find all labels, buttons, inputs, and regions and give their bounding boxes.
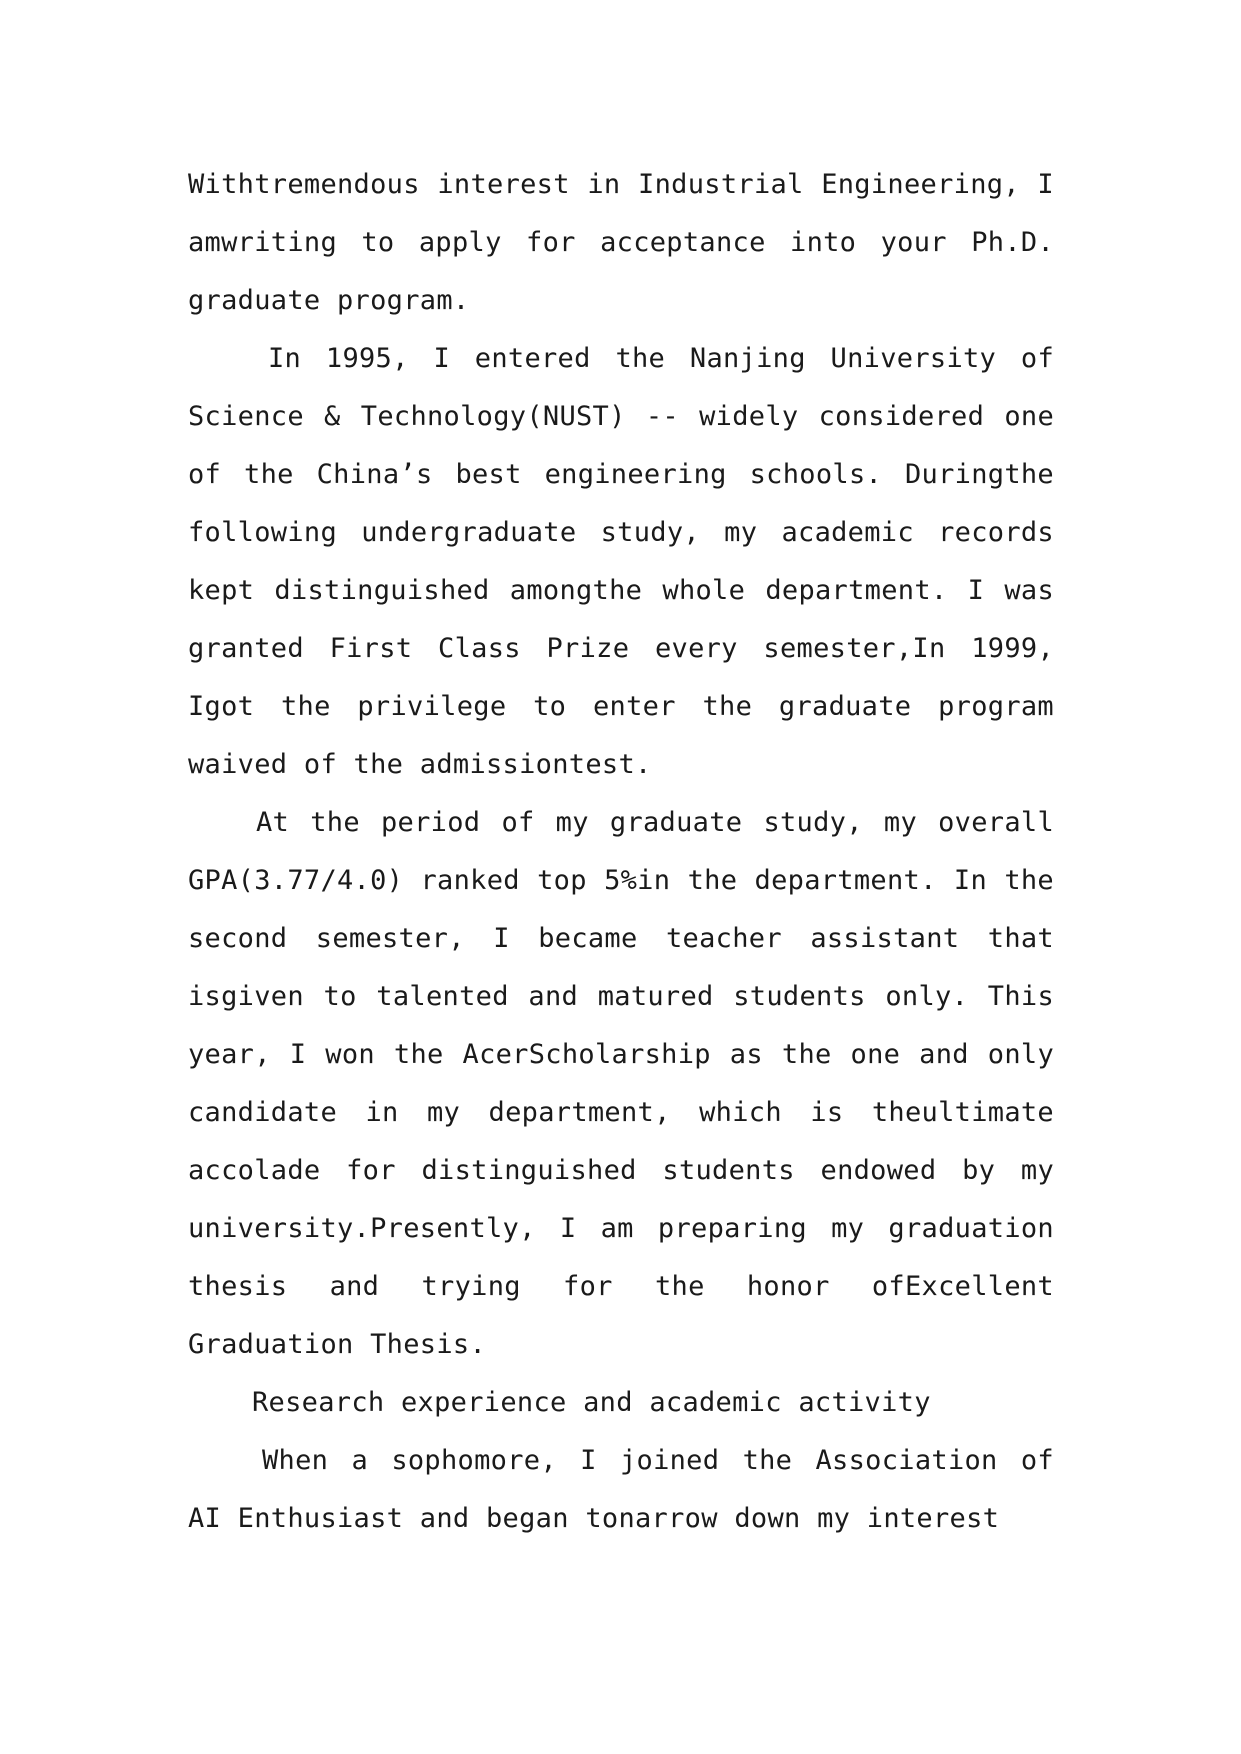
paragraph-graduate-study: At the period of my graduate study, my overall GPA(3.77/4.0) ranked top 5%in the department. In the second semester, I became teacher assistant that isgiven to talented and matured students only. This year, I won the AcerScholarship as the one and only candidate in my department, which is theultimate accolade for distinguished students endowed by my university.Presently, I am preparing my graduation thesis and trying for the honor ofExcellent Graduation Thesis. xyxy=(188,807,1054,1360)
paragraph-undergraduate: In 1995, I entered the Nanjing University of Science & Technology(NUST) -- widely considered one of the China’s best engineering schools. Duringthe following undergraduate study, my academic records kept distinguished amongthe whole department. I was granted First Class Prize every semester,In 1999, Igot the privilege to enter the graduate program waived of the admissiontest. xyxy=(188,343,1054,780)
section-heading-research: Research experience and academic activity xyxy=(252,1387,931,1418)
paragraph-intro: Withtremendous interest in Industrial Engineering, I amwriting to apply for acceptance into your Ph.D. graduate program. xyxy=(188,169,1054,316)
paragraph-research: When a sophomore, I joined the Association of AI Enthusiast and began tonarrow down my interest xyxy=(188,1445,1054,1534)
document-body xyxy=(188,156,1054,1548)
